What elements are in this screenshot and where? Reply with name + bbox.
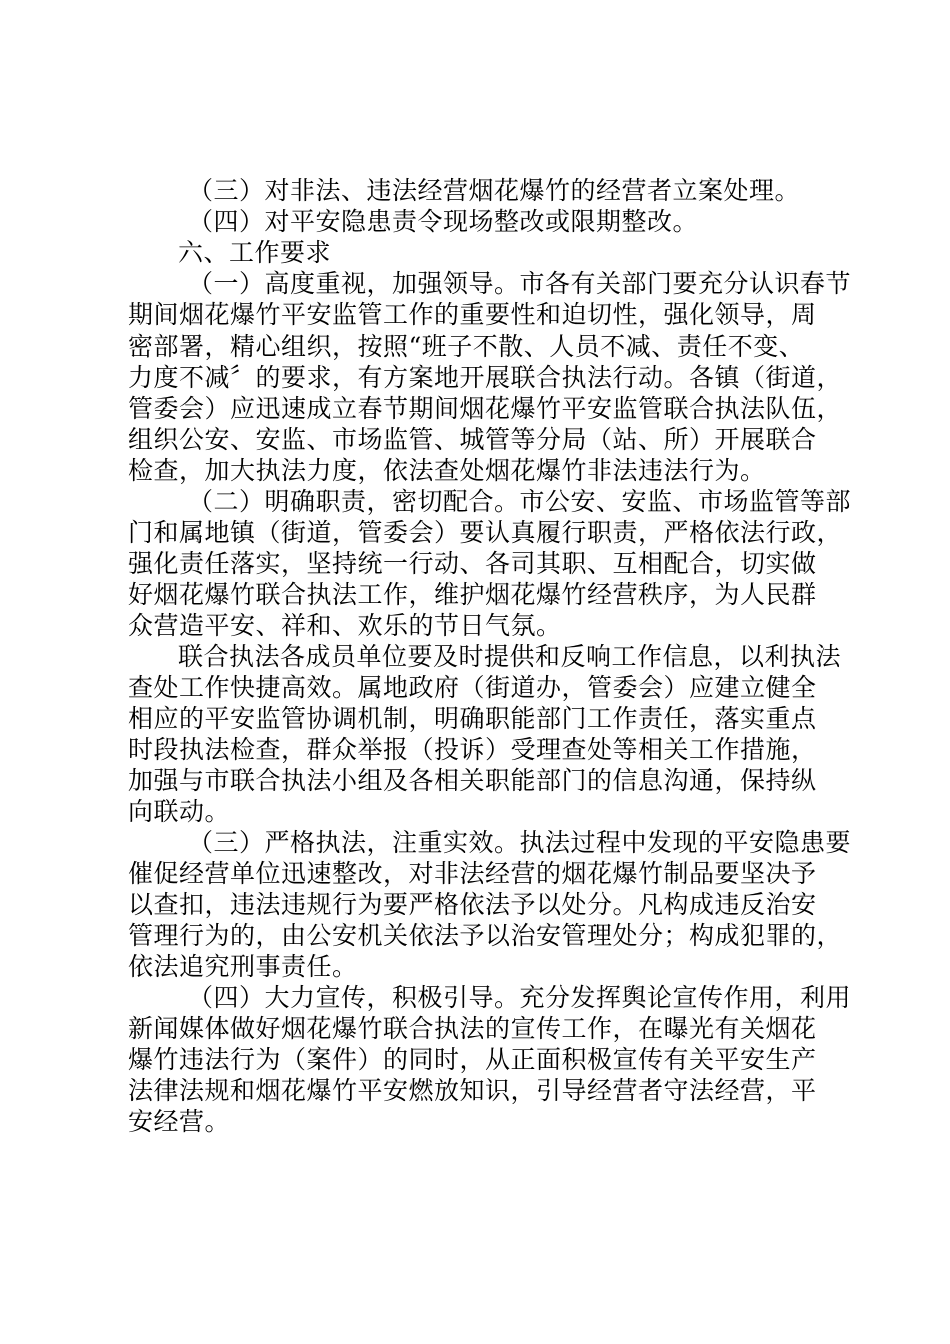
text-line: 力度不减〞的要求，有方案地开展联合执法行动。各镇（街道， [128, 363, 843, 392]
text-line: （一）高度重视，加强领导。市各有关部门要充分认识春节 [188, 269, 852, 298]
text-line: 联合执法各成员单位要及时提供和反响工作信息，以利执法 [178, 642, 842, 671]
text-line: 催促经营单位迅速整改，对非法经营的烟花爆竹制品要坚决予 [128, 859, 817, 888]
text-line: 加强与市联合执法小组及各相关职能部门的信息沟通，保持纵 [128, 766, 817, 795]
text-line: 密部署，精心组织，按照“班子不散、人员不减、责任不变、 [128, 332, 805, 361]
text-line: 以查扣，违法违规行为要严格依法予以处分。凡构成违反治安 [128, 890, 817, 919]
text-line: 相应的平安监管协调机制，明确职能部门工作责任，落实重点 [128, 704, 817, 733]
text-line: 时段执法检查，群众举报（投诉）受理查处等相关工作措施， [128, 735, 817, 764]
text-line: 查处工作快捷高效。属地政府（街道办，管委会）应建立健全 [128, 673, 817, 702]
text-line: 新闻媒体做好烟花爆竹联合执法的宣传工作，在曝光有关烟花 [128, 1014, 817, 1043]
text-line: 依法追究刑事责任。 [128, 952, 358, 981]
text-line: （四）大力宣传，积极引导。充分发挥舆论宣传作用，利用 [188, 983, 852, 1012]
text-line: 组织公安、安监、市场监管、城管等分局（站、所）开展联合 [128, 425, 817, 454]
text-line: 向联动。 [128, 797, 231, 826]
text-line: 管委会）应迅速成立春节期间烟花爆竹平安监管联合执法队伍， [128, 394, 843, 423]
text-line: 安经营。 [128, 1107, 231, 1136]
text-line: 强化责任落实，坚持统一行动、各司其职、互相配合，切实做 [128, 549, 817, 578]
text-line: 众营造平安、祥和、欢乐的节日气氛。 [128, 611, 562, 640]
text-line: 爆竹违法行为（案件）的同时，从正面积极宣传有关平安生产 [128, 1045, 817, 1074]
text-line: （三）严格执法，注重实效。执法过程中发现的平安隐患要 [188, 828, 852, 857]
text-line: （三）对非法、违法经营烟花爆竹的经营者立案处理。 [188, 176, 801, 205]
text-line: 期间烟花爆竹平安监管工作的重要性和迫切性，强化领导，周 [128, 300, 817, 329]
text-line: 检查，加大执法力度，依法查处烟花爆竹非法违法行为。 [128, 456, 766, 485]
text-line: （四）对平安隐患责令现场整改或限期整改。 [188, 207, 699, 236]
text-line: 门和属地镇（街道，管委会）要认真履行职责，严格依法行政， [128, 518, 843, 547]
text-line: 法律法规和烟花爆竹平安燃放知识，引导经营者守法经营，平 [128, 1076, 817, 1105]
text-line: 管理行为的，由公安机关依法予以治安管理处分；构成犯罪的， [128, 921, 843, 950]
text-line: 好烟花爆竹联合执法工作，维护烟花爆竹经营秩序，为人民群 [128, 580, 817, 609]
text-line: （二）明确职责，密切配合。市公安、安监、市场监管等部 [188, 487, 852, 516]
section-heading: 六、工作要求 [178, 238, 332, 267]
